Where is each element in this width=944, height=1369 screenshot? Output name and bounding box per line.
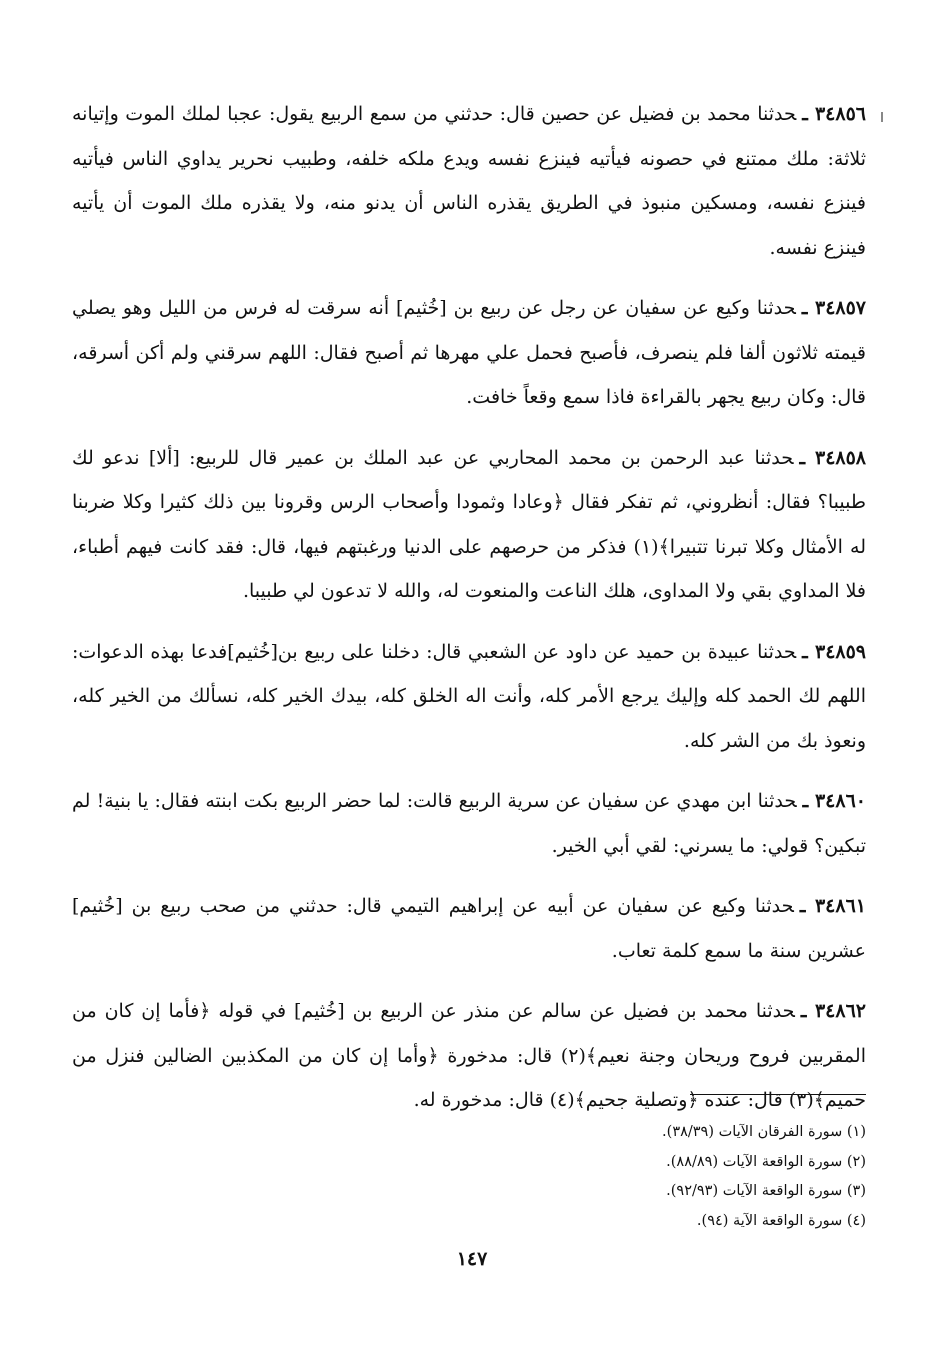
hadith-number: ٣٤٨٦٠ ـ (802, 790, 866, 812)
hadith-text: حدثنا عبد الرحمن بن محمد المحاربي عن عبد الملك بن عمير قال للربيع: [ألا] ندعو لك طبيبا؟ فقال: أنظروني، ثم تفكر فقال ﴿وعادا وثمودا وأصحاب الرس وقرونا بين ذلك كثيرا وكلا ضربنا له الأمثال وكلا تبرنا تتبيرا﴾(١) فذكر من حرصهم على الدنيا ورغبتهم فيها، قال: فقد كانت فيهم أطباء، فلا المداوي بقي ولا المداوى، هلك الناعت والمنعوت له، والله لا تدعون لي طبيبا. (72, 446, 866, 602)
footnote: (٤) سورة الواقعة الآية (٩٤). (696, 1212, 866, 1229)
main-text (72, 92, 866, 1139)
hadith-number: ٣٤٨٥٦ ـ (802, 103, 866, 125)
page-number: ١٤٧ (456, 1248, 488, 1270)
hadith-paragraph (72, 436, 866, 614)
hadith-number: ٣٤٨٥٨ ـ (799, 446, 867, 469)
hadith-paragraph (72, 884, 866, 973)
footnote: (٣) سورة الواقعة الآيات (٩٢/٩٣). (666, 1183, 866, 1199)
hadith-text: حدثنا وكيع عن سفيان عن رجل عن ربيع بن [خُثيم] أنه سرقت له فرس من الليل وهو يصلي قيمته ثلاثون ألفا فلم ينصرف، فأصبح فحمل علي مهرها ثم أصبح فقال: اللهم سرقني ولم أكن أسرقه، قال: وكان ربيع يجهر بالقراءة فاذا سمع وقعاً خافت. (72, 297, 866, 408)
hadith-text: حدثنا محمد بن فضيل عن سالم عن منذر عن الربيع بن [خُثيم] في قوله ﴿فأما إن كان من المقربين فروح وريحان وجنة نعيم﴾(٢) قال: مدخورة ﴿وأما إن كان من المكذبين الضالين فنزل من حميم﴾(٣) قال: عنده ﴿وتصلية جحيم﴾(٤) قال: مدخورة له. (72, 1000, 866, 1111)
hadith-text: حدثنا محمد بن فضيل عن حصين قال: حدثني من سمع الربيع يقول: عجبا لملك الموت وإتيانه ثلاثة: ملك ممتنع في حصونه فيأتيه فينزع نفسه ويدع ملكه خلفه، وطبيب نحرير يداوي الناس فيأتيه فينزع نفسه، ومسكين منبوذ في الطريق يقذره الناس أن يدنو منه، ولا يقذره ملك الموت أن يأتيه فينزع نفسه. (72, 103, 866, 259)
hadith-paragraph (72, 779, 866, 868)
hadith-paragraph (72, 286, 866, 420)
hadith-paragraph (72, 989, 866, 1123)
hadith-text: حدثنا ابن مهدي عن سفيان عن سرية الربيع قالت: لما حضر الربيع بكت ابنته فقال: يا بنية! لم تبكين؟ قولي: ما يسرني: لقي أبي الخير. (72, 790, 866, 857)
hadith-text: حدثنا وكيع عن سفيان عن أبيه عن إبراهيم التيمي قال: حدثني من صحب ربيع بن [خُثيم] عشرين سنة ما سمع كلمة تعاب. (72, 895, 866, 962)
hadith-number: ٣٤٨٥٧ ـ (801, 297, 867, 319)
margin-mark (881, 112, 883, 122)
footnotes (72, 1118, 866, 1236)
hadith-number: ٣٤٨٥٩ ـ (802, 640, 867, 663)
hadith-number: ٣٤٨٦١ ـ (799, 895, 866, 917)
footnote-separator (690, 1094, 866, 1095)
footnote: (٢) سورة الواقعة الآيات (٨٨/٨٩). (666, 1153, 866, 1170)
hadith-text: حدثنا عبيدة بن حميد عن داود عن الشعبي قال: دخلنا على ربيع بن[خُثيم]فدعا بهذه الدعوات: اللهم لك الحمد كله وإليك يرجع الأمر كله، وأنت اله الخلق كله، بيدك الخير كله، نسألك من الخير كله، ونعوذ بك من الشر كله. (72, 640, 866, 752)
hadith-paragraph (72, 630, 866, 764)
hadith-paragraph (72, 92, 866, 270)
hadith-number: ٣٤٨٦٢ ـ (800, 1000, 866, 1022)
footnote: (١) سورة الفرقان الآيات (٣٨/٣٩). (662, 1124, 866, 1140)
